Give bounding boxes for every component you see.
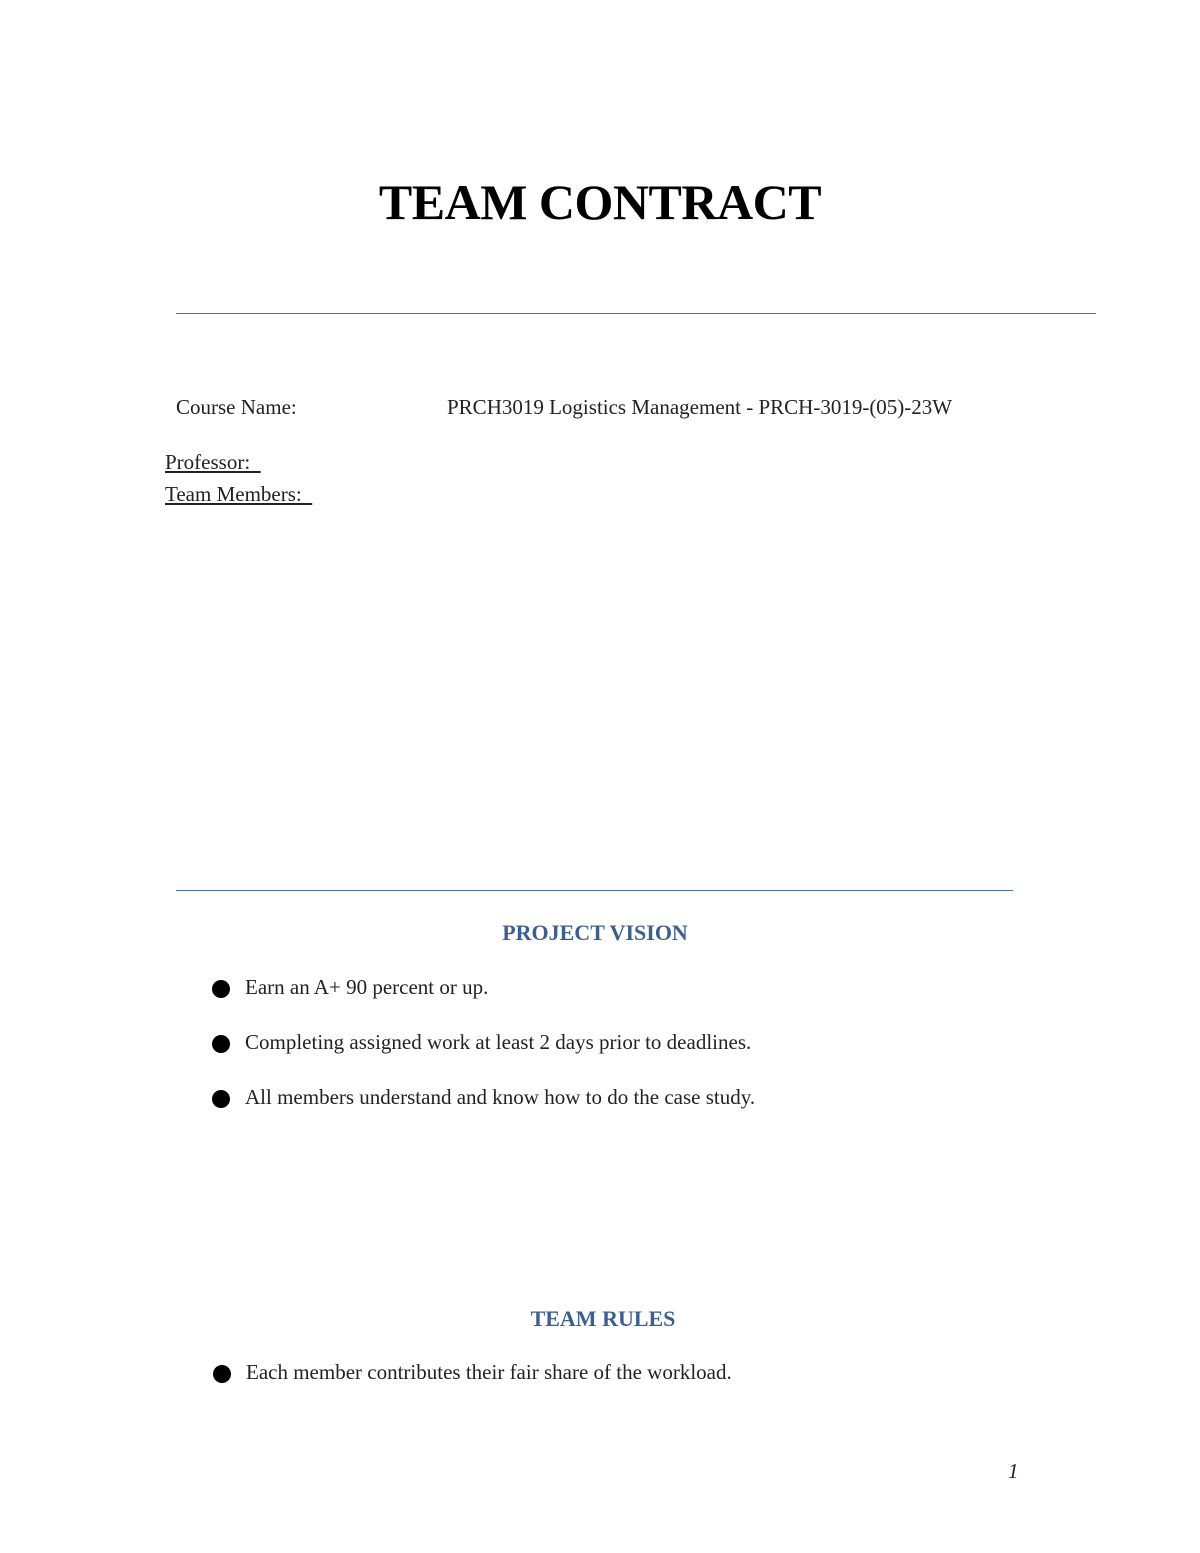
team-rules-heading: TEAM RULES — [530, 1306, 676, 1331]
course-name-value: PRCH3019 Logistics Management - PRCH-3019-(05)-23W — [447, 395, 953, 419]
project-vision-heading: PROJECT VISION — [502, 920, 688, 945]
bullet-icon — [213, 1365, 231, 1383]
bullet-icon — [212, 1090, 230, 1108]
document-title: TEAM CONTRACT — [378, 174, 822, 230]
list-item-text: Earn an A+ 90 percent or up. — [245, 975, 489, 999]
course-name-label: Course Name: — [176, 395, 297, 419]
bullet-icon — [212, 980, 230, 998]
team-members-label: Team Members: — [165, 482, 313, 506]
page-number: 1 — [1008, 1459, 1019, 1483]
list-item-text: Each member contributes their fair share of the workload. — [246, 1360, 732, 1384]
bullet-icon — [212, 1035, 230, 1053]
list-item-text: Completing assigned work at least 2 days prior to deadlines. — [245, 1030, 752, 1054]
professor-label: Professor: — [165, 450, 261, 474]
section-divider — [176, 890, 1013, 891]
top-divider — [176, 313, 1096, 314]
list-item-text: All members understand and know how to do the case study. — [245, 1085, 756, 1109]
